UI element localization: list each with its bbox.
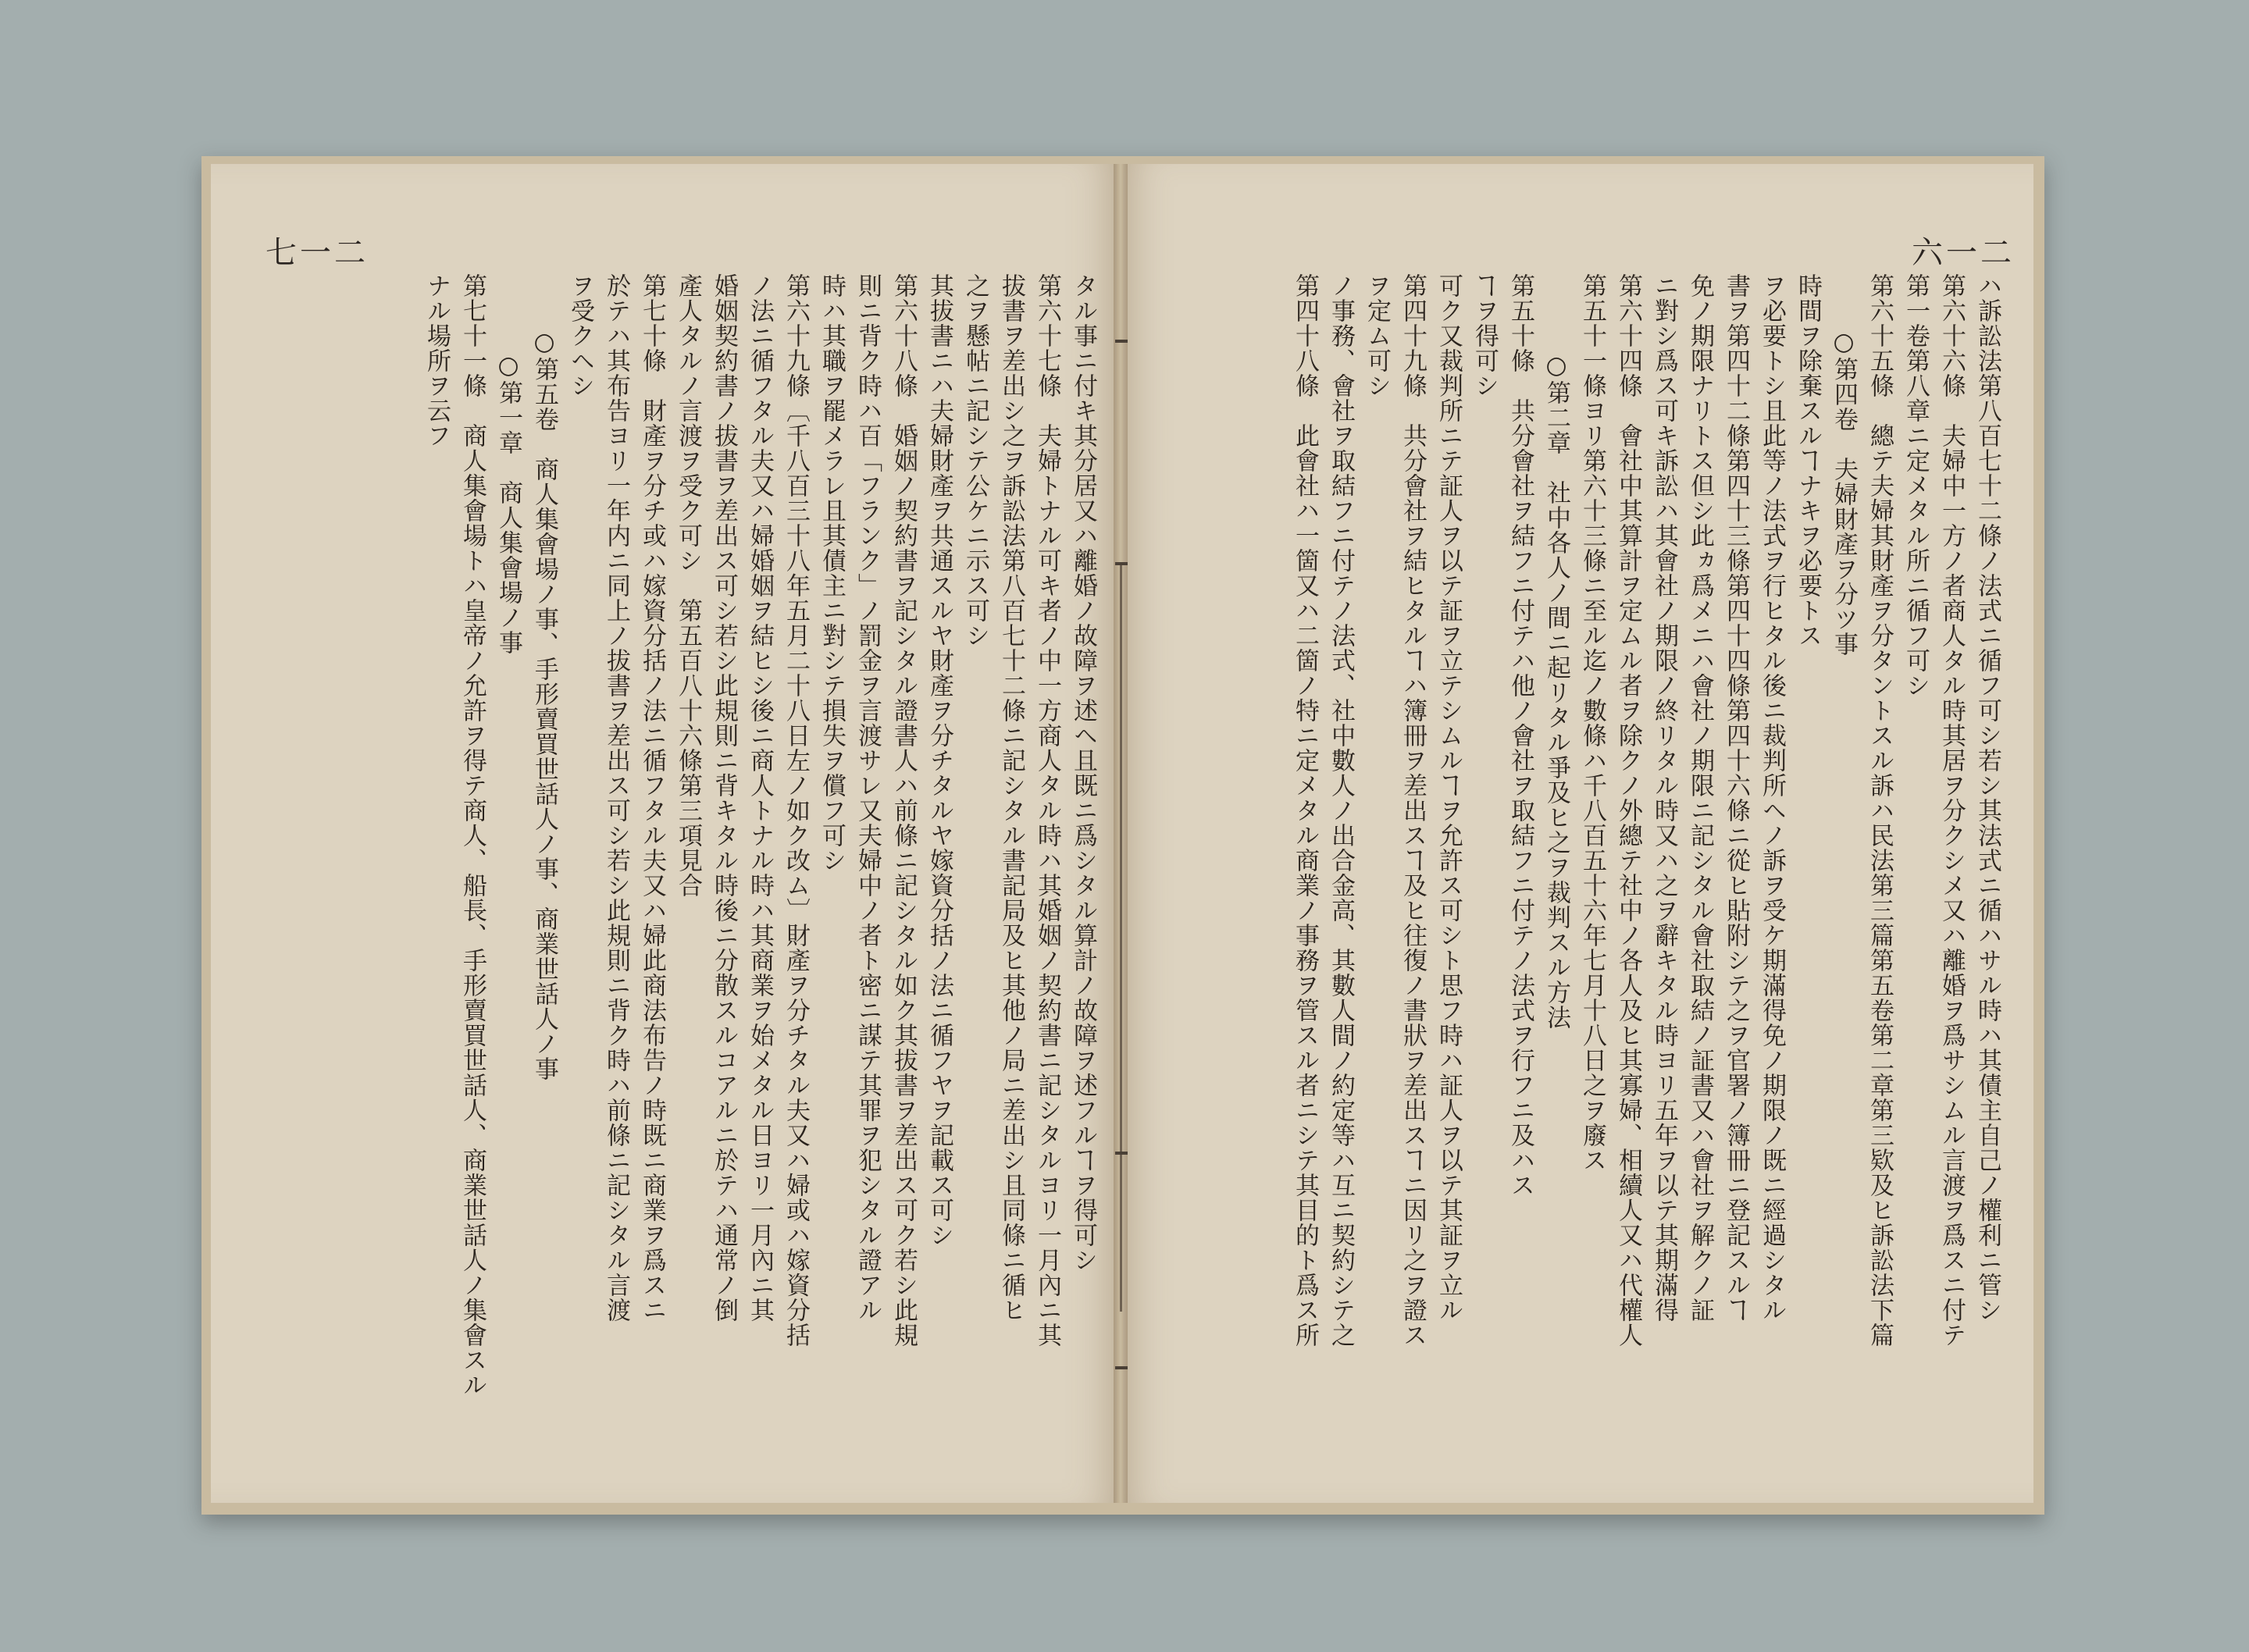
binding-thread (1120, 562, 1122, 1312)
text-line: 第四十九條 共分會社ヲ結ヒタルヿハ簿冊ヲ差出スヿ及ヒ往復ノ書狀ヲ差出スヿニ因リ之ヲ證ス (1399, 273, 1427, 1348)
left-page-text (273, 273, 1101, 1429)
right-page-folio: 六一二 (1912, 235, 2015, 271)
text-line: ニ對シ爲ス可キ訴訟ハ其會社ノ期限ノ終リタル時又ハ之ヲ辭キタル時ヨリ五年ヲ以テ其期滿得 (1650, 273, 1678, 1323)
open-book (201, 156, 2044, 1515)
text-line: 時ハ其職ヲ罷メラレ且其債主ニ對シテ損失ヲ償フ可シ (818, 273, 846, 873)
section-heading: ○第四卷 夫婦財產ヲ分ツ事 (1830, 328, 1858, 657)
text-line: 第六十四條 會社中其算計ヲ定ムル者ヲ除クノ外總テ社中ノ各人及ヒ其寡婦、相續人又ハ代權人 (1614, 273, 1642, 1348)
text-line: 婚姻契約書ノ拔書ヲ差出ス可シ若シ此規則ニ背キタル時後ニ分散スルコアルニ於テハ通常ノ倒 (710, 273, 738, 1323)
text-line: 第六十六條 夫婦中一方ノ者商人タル時其居ヲ分クシメ又ハ離婚ヲ爲サシムル言渡ヲ爲スニ付テ (1937, 273, 1966, 1348)
text-line: 第一卷第八章ニ定メタル所ニ循フ可シ (1901, 273, 1930, 698)
binding-hole (1115, 340, 1128, 343)
text-line: 第五十一條ヨリ第六十三條ニ至ル迄ノ數條ハ千八百五十六年七月十八日之ヲ廢ス (1578, 273, 1606, 1173)
text-line: 拔書ヲ差出シ之ヲ訴訟法第八百七十二條ニ記シタル書記局及ヒ其他ノ局ニ差出シ且同條ニ循ヒ (997, 273, 1025, 1323)
text-line: 書ヲ第四十二條第四十三條第四十四條第四十六條ニ從ヒ貼附シテ之ヲ官署ノ簿冊ニ登記スルヿ (1722, 273, 1750, 1323)
right-page (1123, 164, 2033, 1503)
text-line: 時間ヲ除棄スルヿナキヲ必要トス (1794, 273, 1822, 648)
text-line: 第五十條 共分會社ヲ結フニ付テハ他ノ會社ヲ取結フニ付テノ法式ヲ行フニ及ハス (1506, 273, 1534, 1198)
text-line: 之ヲ懸帖ニ記シテ公ケニ示ス可シ (961, 273, 989, 648)
binding-hole (1115, 1152, 1128, 1155)
binding-hole (1115, 1366, 1128, 1369)
text-line: 免ノ期限ナリトス但シ此ヵ爲メニハ會社ノ期限ニ記シタル會社取結ノ証書又ハ會社ヲ解クノ証 (1686, 273, 1714, 1323)
text-line: ヲ必要トシ且此等ノ法式ヲ行ヒタル後ニ裁判所ヘノ訴ヲ受ケ期滿得免ノ期限ノ既ニ經過シタル (1758, 273, 1786, 1323)
chapter-heading: ○第一章 商人集會場ノ事 (494, 351, 522, 655)
binding-hole (1115, 562, 1128, 565)
text-line: 產人タルノ言渡ヲ受ク可シ 第五百八十六條第三項見合 (674, 273, 702, 898)
text-line: 第六十九條〔千八百三十八年五月二十八日左ノ如ク改ム〕財產ヲ分チタル夫又ハ婦或ハ嫁資分括 (782, 273, 810, 1348)
text-line: ナル場所ヲ云フ (422, 273, 451, 448)
text-line: 第四十八條 此會社ハ一箇又ハ二箇ノ特ニ定メタル商業ノ事務ヲ管スル者ニシテ其目的ト爲ス所 (1291, 273, 1319, 1348)
section-heading: ○第五卷 商人集會場ノ事、手形賣買世話人ノ事、商業世話人ノ事 (530, 328, 558, 1081)
left-page-folio: 七一二 (266, 235, 369, 271)
text-line: 其拔書ニハ夫婦財產ヲ共通スルヤ財產ヲ分チタルヤ嫁資分括ノ法ニ循フヤヲ記載ス可シ (925, 273, 953, 1248)
text-line: ノ法ニ循フタル夫又ハ婦婚姻ヲ結ヒシ後ニ商人トナル時ハ其商業ヲ始メタル日ヨリ一月內ニ其 (746, 273, 774, 1323)
text-line: ヲ定ム可シ (1363, 273, 1391, 398)
text-line: 第七十條 財產ヲ分チ或ハ嫁資分括ノ法ニ循フタル夫又ハ婦此商法布告ノ時既ニ商業ヲ爲スニ (638, 273, 666, 1323)
chapter-heading: ○第二章 社中各人ノ間ニ起リタル爭及ヒ之ヲ裁判スル方法 (1542, 351, 1570, 1030)
text-line: 可ク又裁判所ニテ証人ヲ以テ証ヲ立テシムルヿヲ允許ス可シト思フ時ハ証人ヲ以テ其証ヲ立ル (1435, 273, 1463, 1323)
text-line: 則ニ背ク時ハ百「フランク」ノ罰金ヲ言渡サレ又夫婦中ノ者ト密ニ謀テ其罪ヲ犯シタル證アル (854, 273, 882, 1323)
text-line: ヿヲ得可シ (1470, 273, 1499, 398)
text-line: ヲ受クヘシ (566, 273, 594, 398)
text-line: 第七十一條 商人集會場トハ皇帝ノ允許ヲ得テ商人、船長、手形賣買世話人、商業世話人ノ集會スル (458, 273, 487, 1397)
left-page (211, 164, 1117, 1503)
text-line: 第六十七條 夫婦トナル可キ者ノ中一方商人タル時ハ其婚姻ノ契約書ニ記シタルヨリ一月內ニ其 (1033, 273, 1061, 1348)
right-page-text (1170, 273, 2005, 1429)
text-line: 第六十八條 婚姻ノ契約書ヲ記シタル證書人ハ前條ニ記シタル如ク其拔書ヲ差出ス可ク若シ此規 (889, 273, 918, 1348)
text-line: ノ事務、會社ヲ取結フニ付テノ法式、社中數人ノ出合金高、其數人間ノ約定等ハ互ニ契約シテ之 (1327, 273, 1355, 1348)
text-line: ハ訴訟法第八百七十二條ノ法式ニ循フ可シ若シ其法式ニ循ハサル時ハ其債主自己ノ權利ニ管シ (1973, 273, 2001, 1323)
text-line: 第六十五條 總テ夫婦其財產ヲ分タントスル訴ハ民法第三篇第五卷第二章第三欵及ヒ訴訟法下篇 (1866, 273, 1894, 1348)
text-line: タル事ニ付キ其分居又ハ離婚ノ故障ヲ述ヘ且既ニ爲シタル算計ノ故障ヲ述フルヿヲ得可シ (1069, 273, 1097, 1273)
text-line: 於テハ其布告ヨリ一年内ニ同上ノ拔書ヲ差出ス可シ若シ此規則ニ背ク時ハ前條ニ記シタル言渡 (602, 273, 630, 1323)
